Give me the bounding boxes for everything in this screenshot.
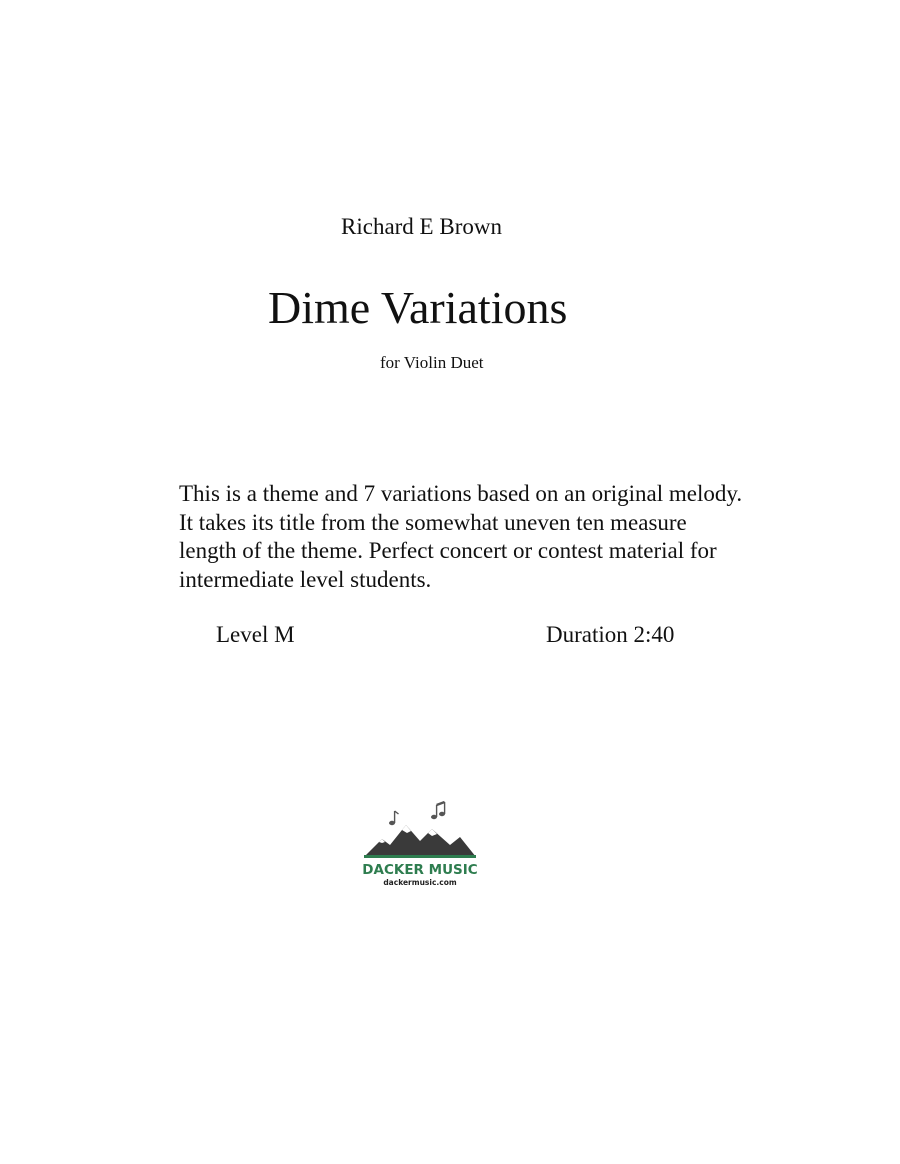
difficulty-level: Level M <box>216 622 295 647</box>
mountains-with-music-notes-icon <box>360 795 480 890</box>
description-paragraph: This is a theme and 7 variations based on an original melody. It takes its title from the somewhat uneven ten measure length of the theme. Perfect concert or contest material for intermediate level students. <box>179 481 743 592</box>
composer-name: Richard E Brown <box>341 214 502 239</box>
publisher-name: DACKER MUSIC <box>362 862 478 878</box>
page-title: Dime Variations <box>268 282 568 333</box>
publisher-url: dackermusic.com <box>383 878 457 887</box>
publisher-logo <box>360 795 480 890</box>
duration-label: Duration 2:40 <box>546 622 675 647</box>
instrumentation-subtitle: for Violin Duet <box>380 353 484 372</box>
